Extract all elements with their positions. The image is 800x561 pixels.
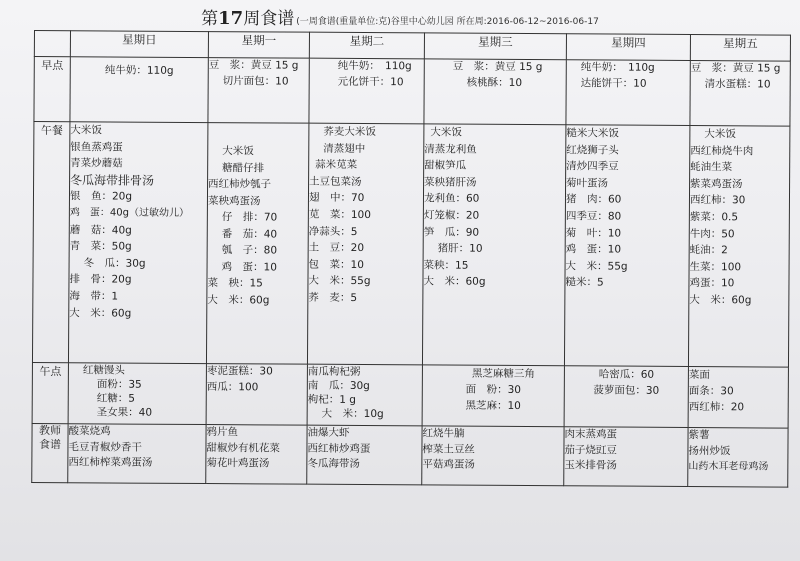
menu-line: 仔 排：70: [221, 211, 278, 224]
menu-line: 大 米：60g: [423, 275, 486, 289]
menu-line: 笋 瓜：90: [423, 225, 480, 239]
menu-line: 大米饭: [704, 128, 736, 141]
menu-line: 大米饭: [430, 126, 462, 139]
menu-line: 土豆包菜汤: [309, 175, 362, 188]
menu-line: 冬 瓜：30g: [83, 257, 146, 270]
menu-line: 油爆大虾: [307, 426, 350, 439]
day-header-fri: 星期五: [690, 35, 790, 62]
weekly-menu-table: [31, 30, 791, 488]
menu-line: 菜秧：15: [423, 259, 469, 272]
menu-line: 清蒸翅中: [323, 142, 366, 155]
menu-line: 大 米：60g: [69, 306, 132, 320]
menu-line: 鸡 蛋：40g（过敏幼儿）: [69, 207, 189, 219]
menu-line: 排 骨：20g: [69, 273, 132, 286]
teacher-cell: [206, 425, 307, 485]
menu-line: 西红柿烧牛肉: [690, 144, 754, 157]
row-label-snack: 午点: [32, 362, 68, 423]
menu-line: 糙米：5: [565, 276, 604, 289]
menu-line: 猪肝：10: [437, 242, 483, 255]
menu-line: 灯笼椒：20: [423, 209, 480, 222]
menu-line: 榨菜土豆丝: [422, 442, 475, 456]
menu-line: 冬瓜海带汤: [307, 457, 360, 470]
menu-line: 玉米排骨汤: [564, 459, 617, 472]
menu-line: 豆 浆：黄豆 15 g: [452, 60, 543, 74]
breakfast-cell: [424, 59, 566, 125]
row-label-breakfast: 早点: [34, 57, 70, 122]
menu-line: 菜秧鸡蛋汤: [207, 194, 261, 207]
day-header-tue: 星期二: [309, 32, 424, 59]
menu-line: 南 瓜：30g: [307, 379, 370, 393]
breakfast-row: [34, 57, 790, 127]
day-header-wed: 星期三: [424, 33, 566, 60]
menu-line: 菜 秧：15: [207, 277, 263, 290]
menu-line: 荞 麦：5: [308, 291, 358, 304]
menu-line: 糙米大米饭: [566, 127, 619, 140]
teacher-cell: [564, 427, 688, 487]
menu-line: 面 粉：30: [465, 383, 522, 396]
day-header-sun: 星期日: [70, 31, 208, 58]
menu-line: 龙利鱼：60: [423, 192, 480, 206]
menu-line: 面条：30: [688, 385, 734, 398]
menu-line: 鸡蛋：10: [689, 277, 735, 290]
menu-line: 蚝油生菜: [690, 161, 733, 174]
lunch-cell: [564, 125, 689, 367]
row-label-lunch: 午餐: [32, 122, 69, 363]
lunch-cell: [68, 122, 207, 364]
menu-line: 元化饼干：10: [337, 75, 404, 88]
menu-line: 青菜炒蘑菇: [70, 157, 123, 170]
menu-line: 清蒸龙利鱼: [424, 142, 477, 156]
snack-cell: [422, 365, 564, 427]
menu-line: 蘑 菇：40g: [69, 223, 132, 237]
menu-line: 蒜米苋菜: [315, 158, 358, 172]
corner-cell: [34, 31, 70, 57]
title-prefix: 第: [201, 9, 219, 29]
menu-line: 红糖馒头: [82, 364, 125, 377]
menu-line: 紫薯: [688, 429, 710, 442]
snack-cell: [307, 364, 422, 426]
menu-line: 红烧狮子头: [566, 143, 619, 157]
menu-line: 甜椒笋瓜: [424, 159, 467, 172]
lunch-row: [32, 122, 789, 368]
day-header-mon: 星期一: [208, 32, 309, 59]
menu-line: 瓠 子：80: [221, 244, 278, 257]
menu-line: 达能饼干：10: [580, 76, 647, 90]
menu-line: 紫菜鸡蛋汤: [690, 177, 743, 191]
menu-line: 荞麦大米饭: [323, 125, 376, 139]
menu-line: 糖醋仔排: [222, 161, 265, 174]
menu-line: 银 鱼：20g: [69, 190, 133, 203]
menu-line: 毛豆青椒炒香干: [68, 440, 142, 454]
row-label-teacher: [32, 423, 68, 482]
menu-line: 翅 中：70: [308, 192, 365, 205]
menu-line: 清水蛋糕：10: [704, 77, 771, 91]
menu-line: 包 菜：10: [308, 258, 364, 271]
menu-line: 菊叶蛋汤: [566, 177, 609, 190]
menu-line: 猪 肉：60: [565, 193, 622, 206]
menu-line: 核桃酥：10: [466, 76, 523, 89]
teacher-cell: [307, 425, 422, 485]
menu-line: 面粉：35: [96, 378, 142, 391]
menu-line: 黑芝麻：10: [465, 399, 521, 412]
menu-line: 西红柿炒鸡蛋: [307, 442, 371, 455]
menu-line: 大 米：60g: [689, 293, 752, 307]
title-subtitle: (一周食谱(重量单位:克)谷里中心幼儿园 所在周:2016-06-12~2016-06-17: [296, 17, 599, 27]
menu-line: 西红柿炒瓠子: [208, 178, 272, 191]
menu-line: 红糖：5: [96, 392, 135, 405]
menu-line: 枸杞：1 g: [307, 393, 356, 406]
menu-line: 圣女果：40: [96, 406, 153, 419]
menu-line: 苋 菜：100: [308, 208, 371, 222]
menu-line: 鸡 蛋：10: [221, 260, 277, 273]
menu-line: 酸菜烧鸡: [68, 425, 111, 438]
menu-line: 甜椒炒有机花菜: [206, 441, 280, 455]
lunch-cell: [422, 124, 565, 366]
menu-line: 菜面: [688, 369, 710, 382]
menu-line: 纯牛奶： 110g: [337, 59, 412, 73]
menu-line: 红烧牛腩: [422, 427, 465, 440]
menu-line: 西红柿榨菜鸡蛋汤: [68, 456, 153, 469]
menu-line: 大 米：55g: [308, 275, 371, 288]
menu-line: 海 带：1: [69, 290, 119, 303]
menu-line: 土 豆：20: [308, 241, 365, 255]
menu-line: 蚝油：2: [689, 244, 728, 257]
title-suffix: 周食谱: [243, 9, 295, 29]
menu-line: 四季豆：80: [565, 210, 622, 223]
snack-cell: [564, 366, 688, 428]
menu-line: 黑芝麻糖三角: [471, 367, 535, 381]
teacher-cell: [688, 428, 788, 488]
menu-line: 切片面包：10: [222, 74, 289, 88]
menu-line: 茄子烧豇豆: [564, 443, 617, 457]
menu-line: 清炒四季豆: [566, 160, 619, 173]
menu-line: 扬州炒饭: [688, 444, 731, 457]
menu-line: 鸦片鱼: [206, 426, 239, 439]
menu-line: 紫菜：0.5: [689, 210, 739, 224]
week-number: 17: [218, 8, 244, 29]
menu-line: 净蒜头：5: [308, 225, 358, 238]
menu-line: 纯牛奶： 110g: [580, 61, 655, 74]
menu-line: 冬瓜海带排骨汤: [70, 173, 155, 188]
breakfast-cell: [309, 58, 424, 124]
menu-line: 菜秧猪肝汤: [424, 176, 477, 189]
lunch-cell: [206, 123, 308, 365]
menu-line: 南瓜枸杞粥: [307, 365, 361, 379]
menu-line: 西红柿：30: [689, 194, 746, 207]
snack-cell: [206, 364, 307, 426]
snack-cell: [68, 363, 206, 425]
menu-line: 豆 浆：黄豆 15 g: [208, 59, 299, 72]
lunch-cell: [688, 126, 789, 368]
breakfast-cell: [70, 57, 208, 123]
menu-line: 纯牛奶：110g: [104, 64, 174, 77]
menu-line: 大 米：60g: [207, 293, 270, 306]
menu-line: 菊 叶：10: [565, 226, 622, 240]
menu-line: 枣泥蛋糕：30: [206, 365, 273, 378]
lunch-cell: [307, 123, 423, 365]
menu-line: 大 米：10g: [321, 407, 384, 421]
breakfast-cell: [566, 60, 690, 126]
menu-line: 哈密瓜：60: [598, 368, 655, 381]
teacher-cell: [422, 426, 564, 486]
teacher-row: [32, 423, 788, 487]
menu-line: 菠萝面包：30: [593, 384, 660, 397]
menu-line: 牛肉：50: [689, 227, 735, 240]
menu-line: 西红柿：20: [688, 401, 745, 414]
menu-line: 西瓜：100: [206, 380, 259, 393]
menu-line: 菊花叶鸡蛋汤: [206, 457, 270, 470]
day-header-thu: 星期四: [566, 34, 690, 61]
menu-line: 番 茄：40: [221, 227, 278, 240]
breakfast-cell: [208, 58, 309, 124]
menu-line: 生菜：100: [689, 260, 742, 274]
menu-line: 肉末蒸鸡蛋: [564, 428, 618, 441]
snack-row: [32, 362, 788, 428]
menu-line: 平菇鸡蛋汤: [422, 458, 475, 471]
menu-line: 大 米：55g: [565, 260, 628, 273]
menu-line: 鸡 蛋：10: [565, 243, 622, 256]
page-title: [0, 4, 800, 29]
menu-line: 山药木耳老母鸡汤: [688, 461, 769, 473]
breakfast-cell: [690, 61, 790, 127]
menu-line: 豆 浆：黄豆 15 g: [690, 62, 781, 75]
snack-cell: [688, 367, 788, 429]
row-label-teacher-text: 教师食谱: [38, 424, 62, 452]
teacher-cell: [68, 424, 206, 484]
menu-line: 大米饭: [222, 145, 254, 158]
menu-line: 银鱼蒸鸡蛋: [70, 140, 123, 154]
menu-line: 大米饭: [70, 124, 102, 137]
menu-line: 青 菜：50g: [69, 240, 132, 253]
